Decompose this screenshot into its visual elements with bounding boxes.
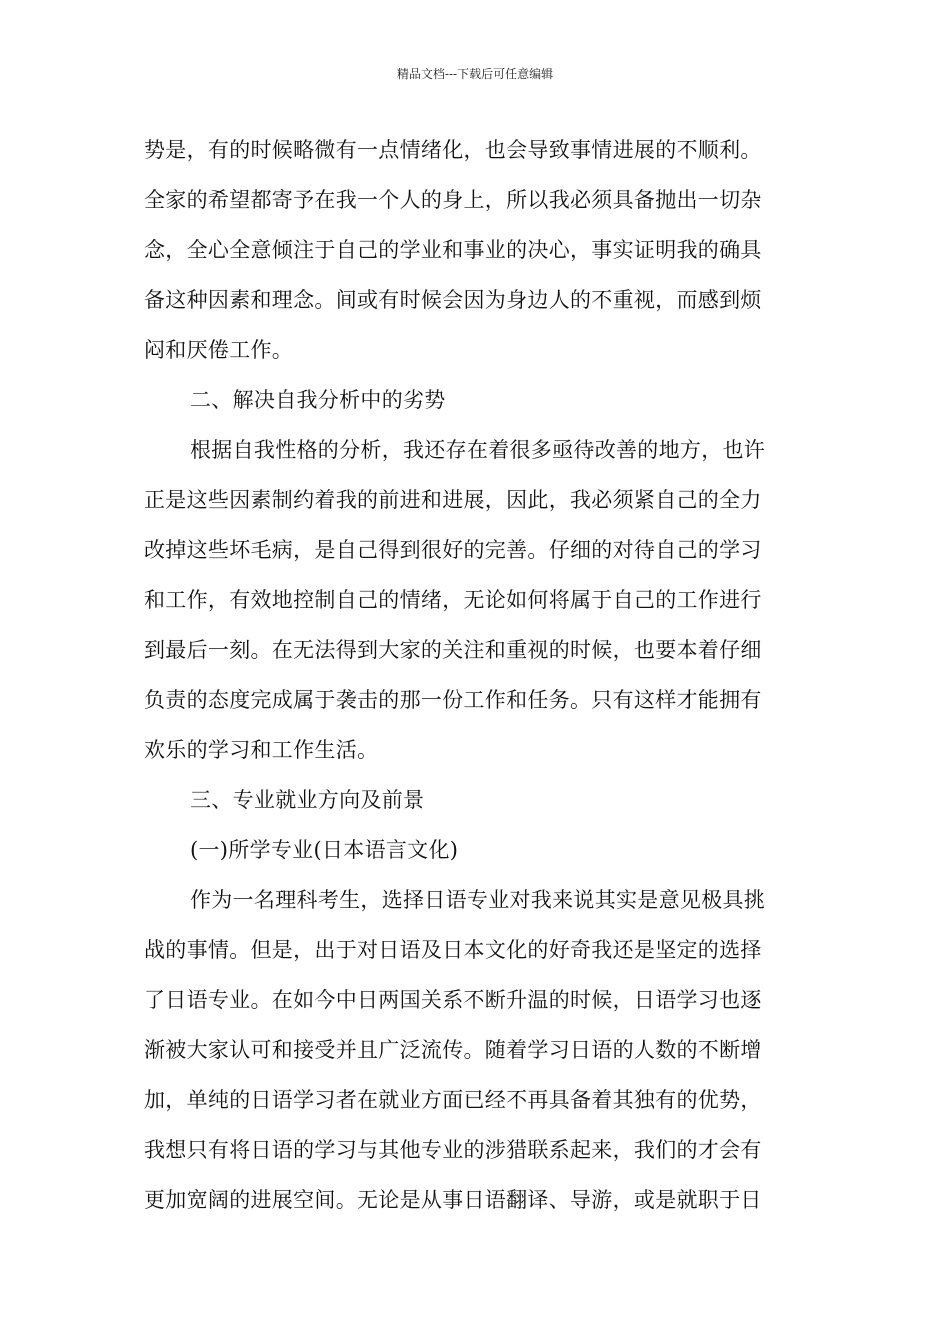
text-line: 了日语专业。在如今中日两国关系不断升温的时候，日语学习也逐	[144, 988, 762, 1012]
text-line: 改掉这些坏毛病，是自己得到很好的完善。仔细的对待自己的学习	[144, 538, 762, 562]
text-line: 根据自我性格的分析，我还存在着很多亟待改善的地方，也许	[190, 438, 766, 462]
page-header: 精品文档---下载后可任意编辑	[396, 67, 554, 81]
text-line: 全家的希望都寄予在我一个人的身上，所以我必须具备抛出一切杂	[144, 188, 762, 212]
text-line: 三、专业就业方向及前景	[190, 788, 425, 812]
text-line: 和工作，有效地控制自己的情绪，无论如何将属于自己的工作进行	[144, 588, 762, 612]
text-line: 负责的态度完成属于袭击的那一份工作和任务。只有这样才能拥有	[144, 688, 762, 712]
text-line: 念，全心全意倾注于自己的学业和事业的决心，事实证明我的确具	[144, 238, 762, 262]
text-line: (一)所学专业(日本语言文化)	[190, 838, 459, 862]
text-line: 欢乐的学习和工作生活。	[144, 738, 379, 762]
text-line: 二、解决自我分析中的劣势	[190, 388, 446, 412]
text-line: 势是，有的时候略微有一点情绪化，也会导致事情进展的不顺利。	[144, 138, 762, 162]
text-line: 加，单纯的日语学习者在就业方面已经不再具备着其独有的优势，	[144, 1088, 762, 1112]
text-line: 渐被大家认可和接受并且广泛流传。随着学习日语的人数的不断增	[144, 1038, 762, 1062]
text-line: 备这种因素和理念。间或有时候会因为身边人的不重视，而感到烦	[144, 288, 762, 312]
text-line: 更加宽阔的进展空间。无论是从事日语翻译、导游，或是就职于日	[144, 1188, 762, 1212]
text-line: 战的事情。但是，出于对日语及日本文化的好奇我还是坚定的选择	[144, 938, 762, 962]
text-line: 正是这些因素制约着我的前进和进展，因此，我必须紧自己的全力	[144, 488, 762, 512]
text-line: 闷和厌倦工作。	[144, 338, 294, 362]
body-text	[144, 125, 809, 1225]
text-line: 作为一名理科考生，选择日语专业对我来说其实是意见极具挑	[190, 888, 766, 912]
text-line: 我想只有将日语的学习与其他专业的涉猎联系起来，我们的才会有	[144, 1138, 762, 1162]
text-line: 到最后一刻。在无法得到大家的关注和重视的时候，也要本着仔细	[144, 638, 762, 662]
